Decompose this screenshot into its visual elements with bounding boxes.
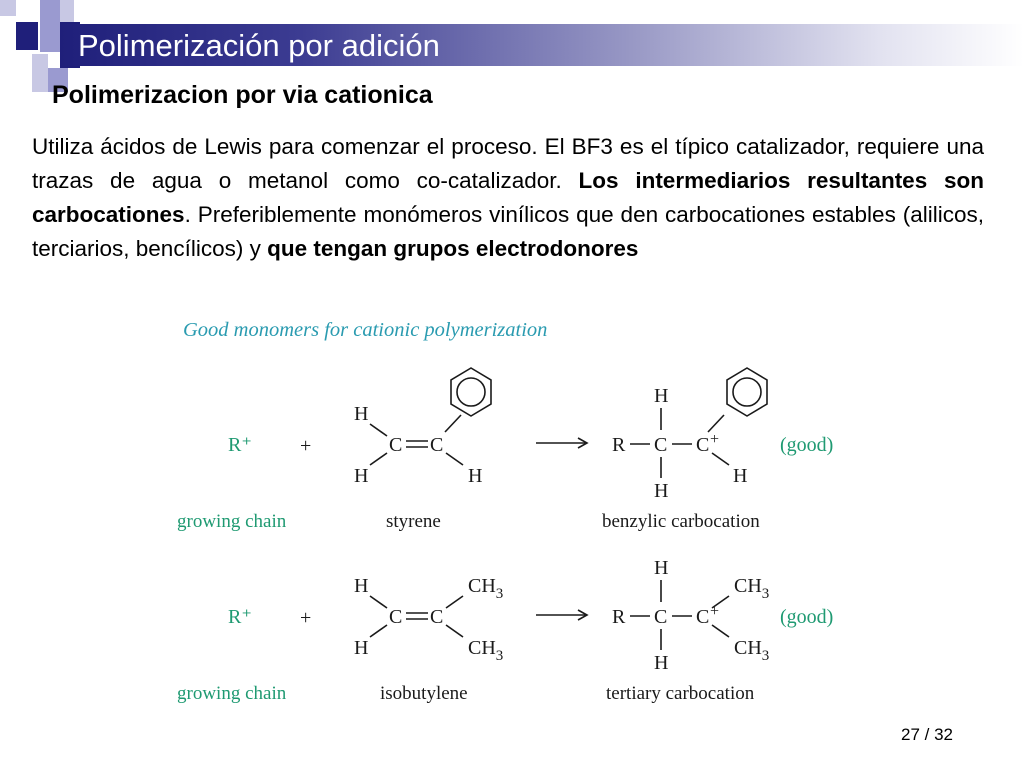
methyl-subscript: 3 bbox=[761, 648, 770, 664]
bond bbox=[446, 625, 463, 637]
initiator-label: growing chain bbox=[177, 511, 287, 532]
atom-c: C bbox=[696, 606, 710, 628]
bond bbox=[370, 424, 387, 436]
atom-h: H bbox=[654, 557, 669, 579]
methyl-subscript: 3 bbox=[495, 586, 504, 602]
benzene-ring-circle bbox=[733, 378, 761, 406]
initiator-r-cation: R⁺ bbox=[228, 606, 252, 628]
methyl-subscript: 3 bbox=[495, 648, 504, 664]
body-bold-1: Los intermediarios resultantes son carbocationes bbox=[32, 168, 984, 227]
page-number: 27 / 32 bbox=[901, 725, 953, 744]
slide-title: Polimerización por adición bbox=[78, 28, 440, 63]
atom-h: H bbox=[354, 575, 369, 597]
bond bbox=[712, 453, 729, 465]
atom-h: H bbox=[354, 637, 369, 659]
atom-h: H bbox=[468, 465, 483, 487]
cation-charge: + bbox=[710, 431, 720, 448]
monomer-label-styrene: styrene bbox=[386, 511, 441, 532]
product-label-benzylic: benzylic carbocation bbox=[602, 511, 760, 532]
methyl-group bbox=[468, 637, 503, 664]
atom-c: C bbox=[389, 606, 403, 628]
initiator-r-cation: R⁺ bbox=[228, 434, 252, 456]
methyl-ch: CH bbox=[734, 575, 762, 597]
bond bbox=[446, 453, 463, 465]
methyl-ch: CH bbox=[734, 637, 762, 659]
figure-title: Good monomers for cationic polymerization bbox=[183, 319, 548, 341]
methyl-ch: CH bbox=[468, 637, 496, 659]
body-bold-2: que tengan grupos electrodonores bbox=[267, 236, 639, 261]
atom-c: C bbox=[389, 434, 403, 456]
bond bbox=[446, 596, 463, 608]
atom-r: R bbox=[612, 606, 626, 628]
verdict-good: (good) bbox=[780, 606, 834, 628]
atom-c: C bbox=[696, 434, 710, 456]
atom-c: C bbox=[430, 606, 444, 628]
bond bbox=[370, 625, 387, 637]
reaction-row-isobutylene bbox=[177, 557, 833, 704]
body-text-2: . Preferiblemente monómeros vinílicos que den carbocationes estables (alilicos, terciarios, bencílicos) y bbox=[32, 202, 984, 261]
atom-r: R bbox=[612, 434, 626, 456]
methyl-group bbox=[468, 575, 503, 602]
methyl-group bbox=[734, 637, 769, 664]
verdict-good: (good) bbox=[780, 434, 834, 456]
body-text-1: Utiliza ácidos de Lewis para comenzar el proceso. El BF3 es el típico catalizador, requiere una trazas de agua o metanol como co-catalizador. bbox=[32, 134, 984, 193]
isobutylene-structure bbox=[354, 575, 503, 664]
plus-sign: + bbox=[300, 435, 312, 457]
atom-h: H bbox=[354, 403, 369, 425]
atom-c: C bbox=[654, 434, 668, 456]
bond bbox=[445, 415, 461, 432]
benzylic-carbocation-structure bbox=[612, 368, 767, 502]
product-label-tertiary: tertiary carbocation bbox=[606, 683, 755, 704]
bond bbox=[370, 596, 387, 608]
bond bbox=[370, 453, 387, 465]
monomer-label-isobutylene: isobutylene bbox=[380, 683, 468, 704]
atom-h: H bbox=[654, 385, 669, 407]
styrene-structure bbox=[354, 368, 491, 487]
methyl-ch: CH bbox=[468, 575, 496, 597]
atom-c: C bbox=[430, 434, 444, 456]
cation-charge: + bbox=[710, 603, 720, 620]
bond bbox=[712, 596, 729, 608]
initiator-label: growing chain bbox=[177, 683, 287, 704]
reaction-row-styrene bbox=[177, 368, 833, 532]
atom-h: H bbox=[733, 465, 748, 487]
atom-h: H bbox=[354, 465, 369, 487]
methyl-subscript: 3 bbox=[761, 586, 770, 602]
atom-h: H bbox=[654, 652, 669, 674]
plus-sign: + bbox=[300, 607, 312, 629]
atom-h: H bbox=[654, 480, 669, 502]
atom-c: C bbox=[654, 606, 668, 628]
methyl-group bbox=[734, 575, 769, 602]
bond bbox=[708, 415, 724, 432]
section-subtitle: Polimerizacion por via cationica bbox=[52, 81, 433, 109]
bond bbox=[712, 625, 729, 637]
benzene-ring-circle bbox=[457, 378, 485, 406]
tertiary-carbocation-structure bbox=[612, 557, 769, 674]
